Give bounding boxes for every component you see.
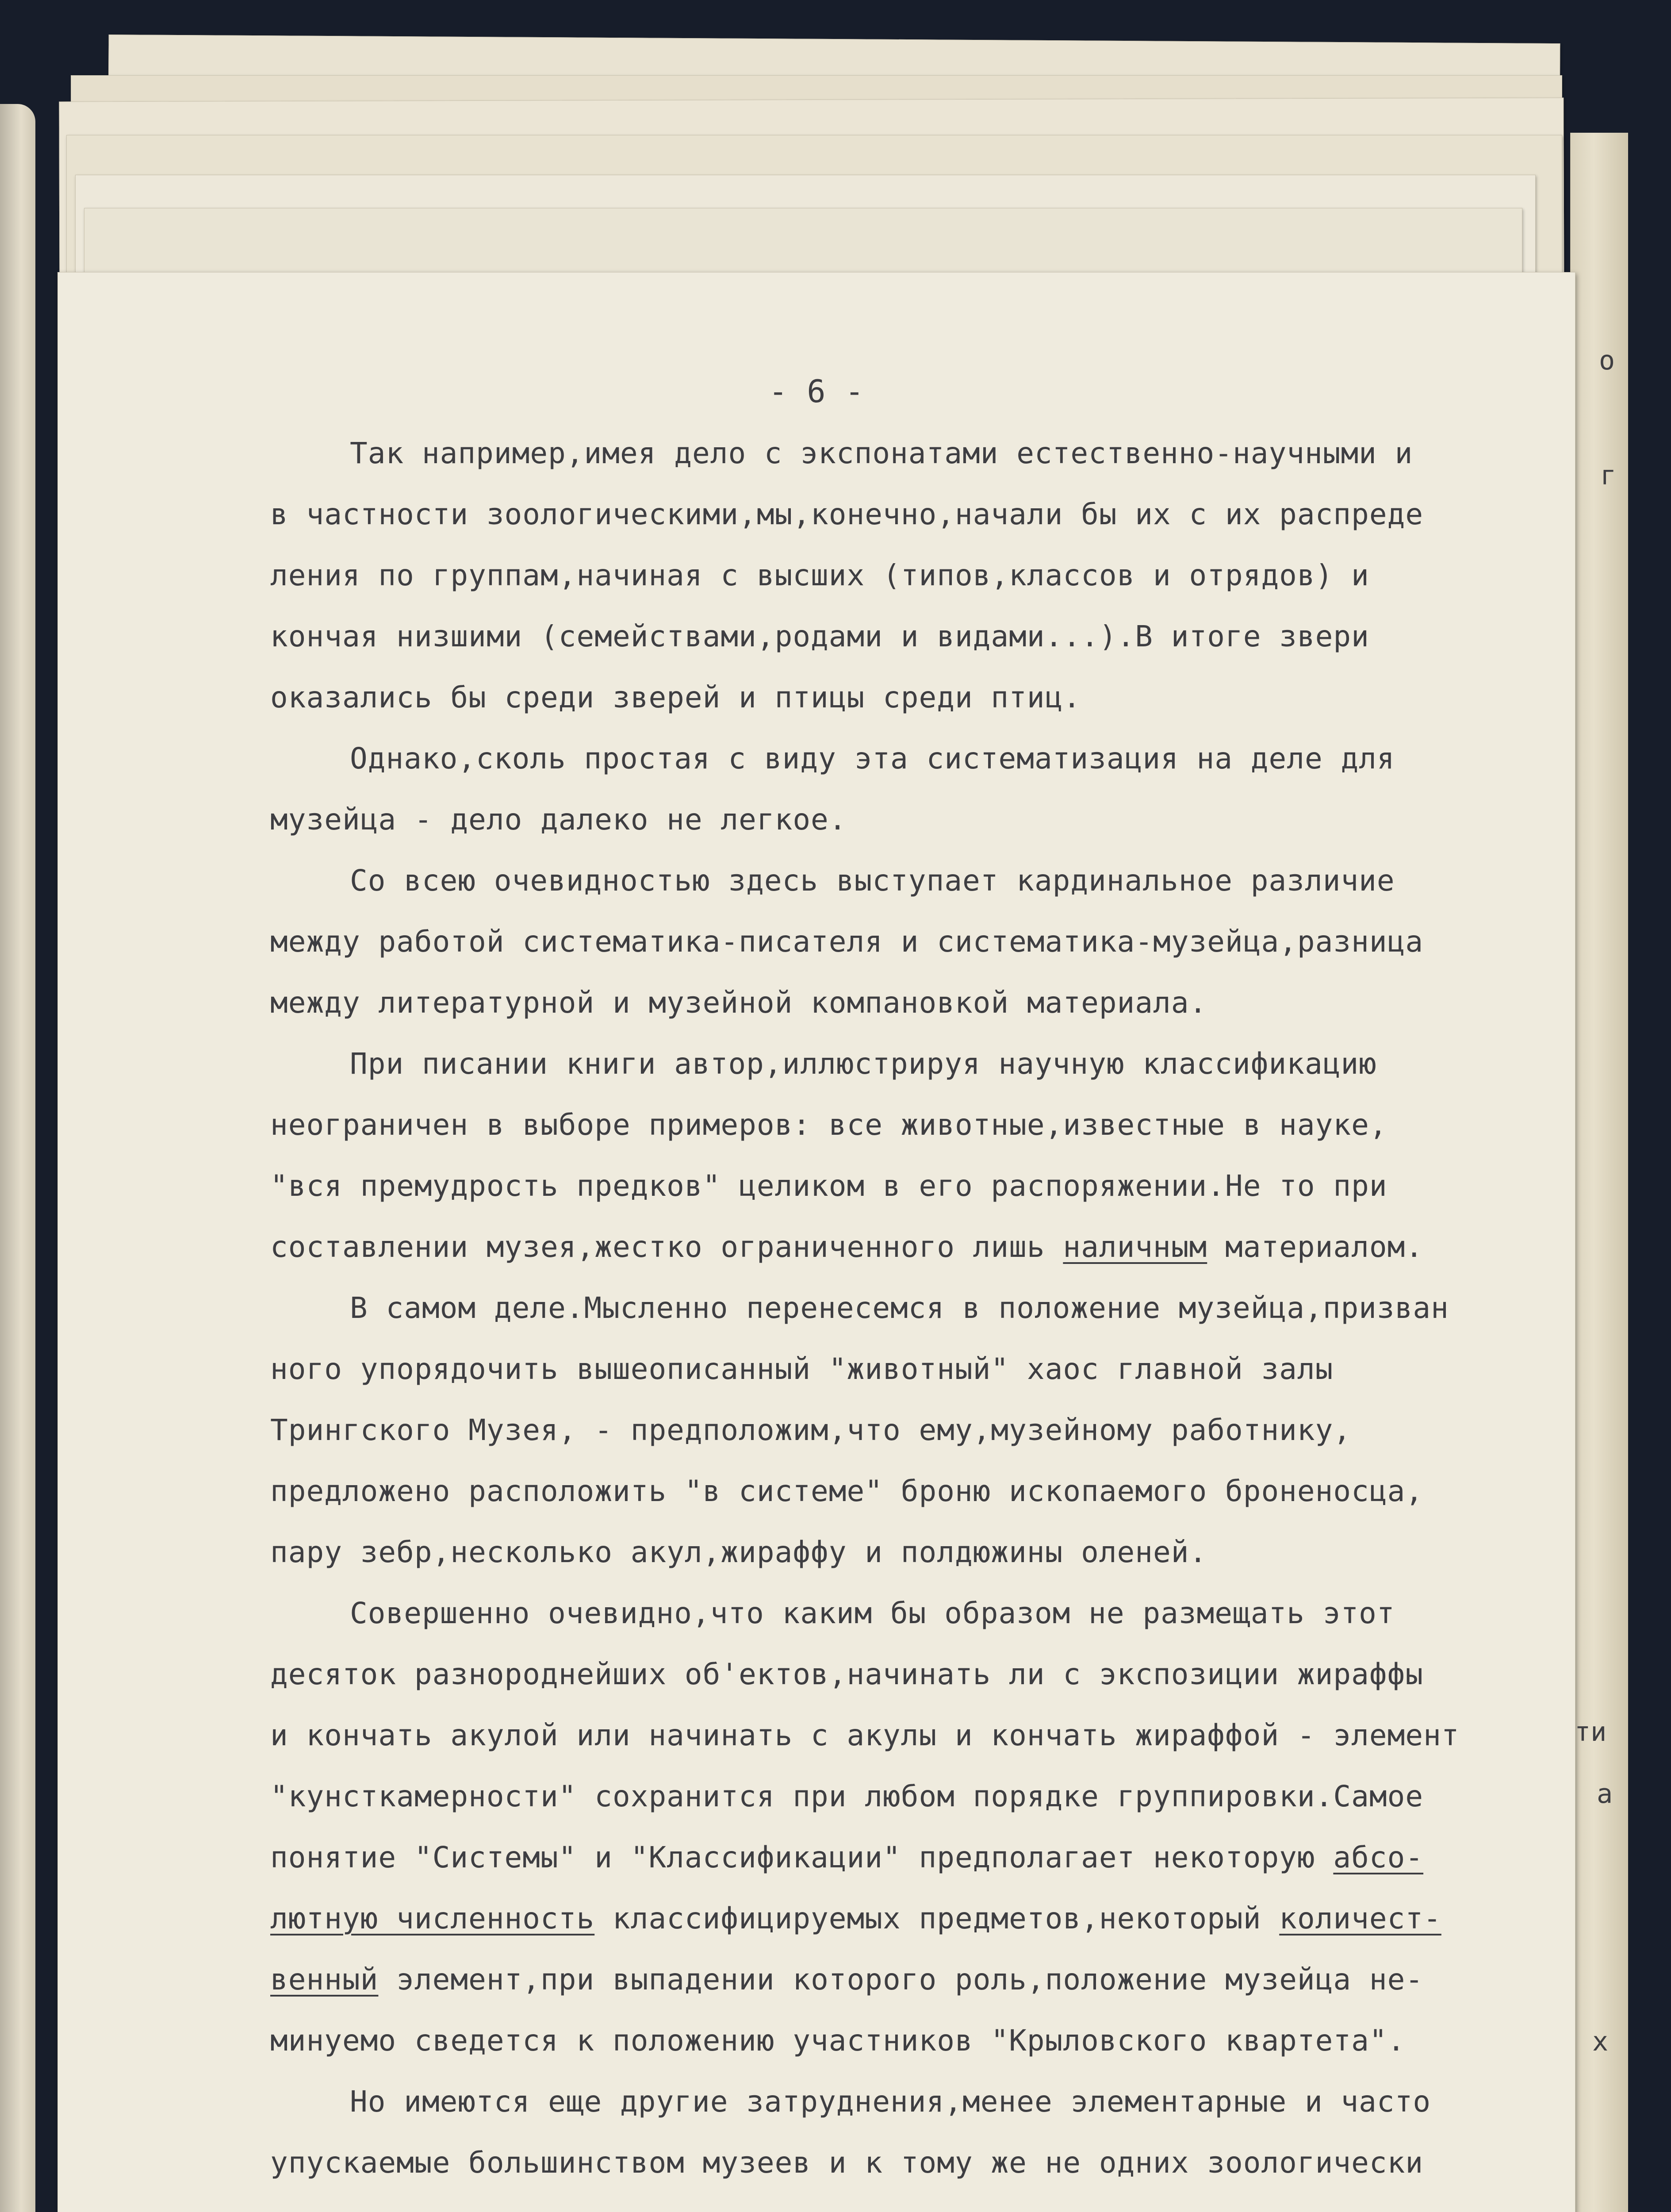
text-line: ного упорядочить вышеописанный "животный" хаос главной залы: [270, 1352, 1334, 1386]
text-line: Трингского Музея, - предположим,что ему,музейному работнику,: [270, 1413, 1352, 1447]
text-line: минуемо сведется к положению участников "Крыловского квартета".: [270, 2024, 1406, 2058]
text-line: Так например,имея дело с экспонатами естественно-научными и: [350, 436, 1413, 470]
text-line: между работой систематика-писателя и систематика-музейца,разница: [270, 925, 1424, 959]
margin-fragment: г: [1600, 460, 1617, 491]
underlined-word: венный: [270, 1962, 379, 1997]
text-line: предложено расположить "в системе" броню ископаемого броненосца,: [270, 1474, 1424, 1508]
text-line: десяток разнороднейших об'ектов,начинать ли с экспозиции жираффы: [270, 1657, 1424, 1691]
margin-fragment: а: [1597, 1778, 1613, 1809]
text-line: между литературной и музейной компановкой материала.: [270, 986, 1207, 1020]
margin-fragment: х: [1592, 2026, 1609, 2057]
text-line: Но имеются еще другие затруднения,менее элементарные и часто: [350, 2085, 1431, 2119]
typed-page: [57, 272, 1575, 2212]
underlying-page-edge: [1570, 133, 1628, 2212]
text-run: понятие "Системы" и "Классификации" предполагает некоторую: [270, 1840, 1334, 1874]
underlined-phrase: лютную численность: [270, 1901, 595, 1936]
text-line: Совершенно очевидно,что каким бы образом не размещать этот: [350, 1596, 1395, 1630]
text-line: В самом деле.Мысленно перенесемся в положение музейца,призван: [350, 1291, 1449, 1325]
text-line: пару зебр,несколько акул,жираффу и полдюжины оленей.: [270, 1535, 1207, 1569]
text-run: элемент,при выпадении которого роль,положение музейца не-: [378, 1962, 1424, 1997]
margin-fragment: ти: [1575, 1717, 1607, 1747]
page-number: - 6 -: [769, 373, 864, 410]
text-line: в частности зоологическими,мы,конечно,начали бы их с их распреде: [270, 497, 1424, 531]
margin-fragment: о: [1599, 345, 1615, 376]
text-line: [270, 1840, 1423, 1874]
text-line: ления по группам,начиная с высших (типов,классов и отрядов) и: [270, 558, 1369, 592]
binding-edge: [0, 104, 35, 2212]
text-line: Со всею очевидностью здесь выступает кардинальное различие: [350, 864, 1395, 898]
text-run: составлении музея,жестко ограниченного лишь: [270, 1230, 1063, 1264]
text-line: оказались бы среди зверей и птицы среди птиц.: [270, 680, 1081, 714]
text-line: Однако,сколь простая с виду эта систематизация на деле для: [350, 741, 1395, 776]
text-run: классифицируемых предметов,некоторый: [594, 1901, 1280, 1936]
text-line: [270, 1901, 1441, 1936]
text-line: [270, 1230, 1423, 1264]
underlined-word: количест-: [1279, 1901, 1441, 1936]
text-line: неограничен в выборе примеров: все животные,известные в науке,: [270, 1108, 1387, 1142]
text-line: музейца - дело далеко не легкое.: [270, 803, 847, 837]
underlined-word: наличным: [1063, 1230, 1207, 1264]
text-line: кончая низшими (семействами,родами и видами...).В итоге звери: [270, 619, 1369, 653]
text-line: При писании книги автор,иллюстрируя научную классификацию: [350, 1047, 1377, 1081]
text-line: и кончать акулой или начинать с акулы и кончать жираффой - элемент: [270, 1718, 1460, 1752]
text-line: упускаемые большинством музеев и к тому же не одних зоологически: [270, 2146, 1424, 2180]
text-run: материалом.: [1207, 1230, 1424, 1264]
text-line: "вся премудрость предков" целиком в его распоряжении.Не то при: [270, 1169, 1387, 1203]
text-line: [270, 1962, 1423, 1997]
typed-text: [58, 273, 1575, 2212]
underlined-word: абсо-: [1333, 1840, 1424, 1874]
text-line: "кунсткамерности" сохранится при любом порядке группировки.Самое: [270, 1779, 1424, 1813]
